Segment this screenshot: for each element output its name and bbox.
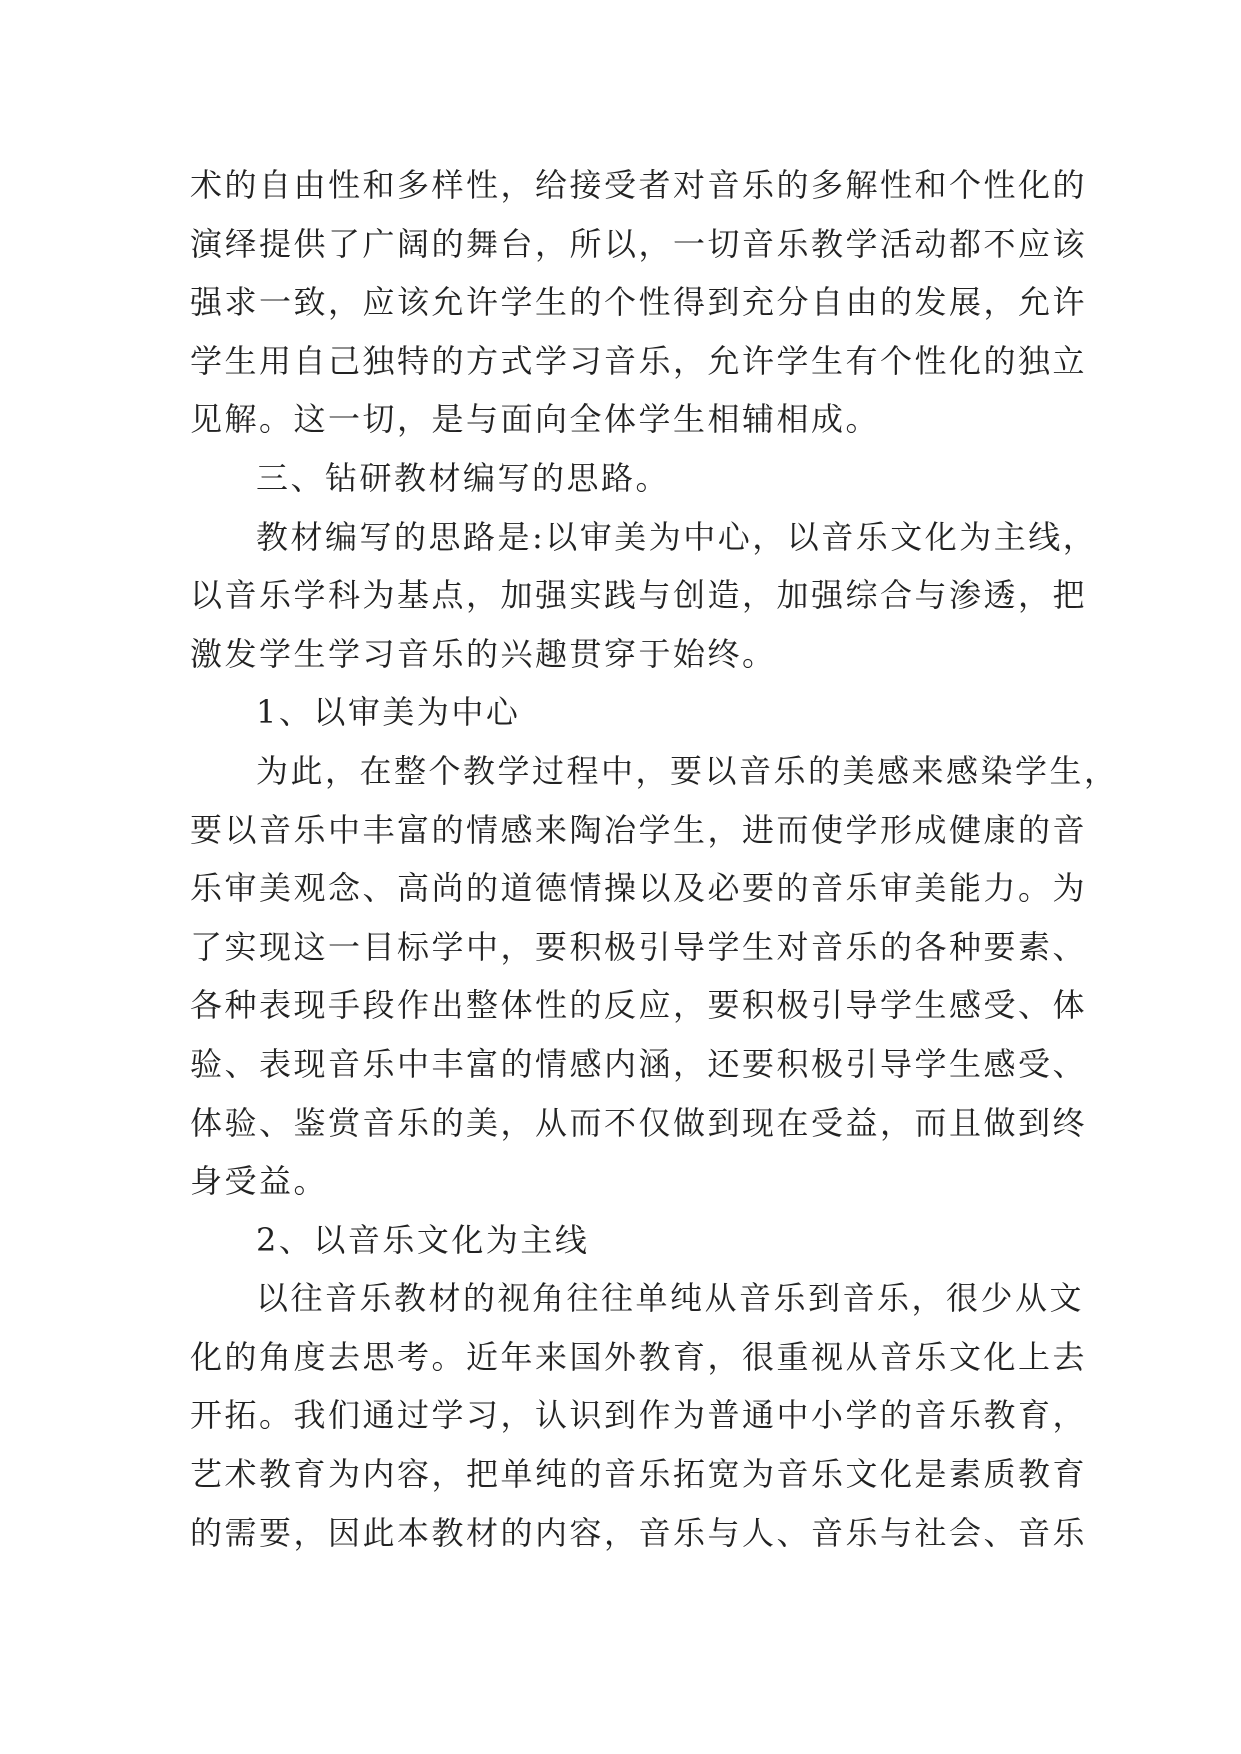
text-line: 以音乐学科为基点，加强实践与创造，加强综合与渗透，把 bbox=[190, 576, 1088, 615]
text-line: 见解。这一切，是与面向全体学生相辅相成。 bbox=[190, 400, 881, 439]
text-line: 开拓。我们通过学习，认识到作为普通中小学的音乐教育， bbox=[190, 1396, 1088, 1435]
text-line: 三、钻研教材编写的思路。 bbox=[256, 458, 671, 497]
text-line: 要以音乐中丰富的情感来陶冶学生，进而使学形成健康的音 bbox=[190, 810, 1088, 849]
text-line: 教材编写的思路是:以审美为中心，以音乐文化为主线， bbox=[256, 517, 1098, 556]
text-line: 各种表现手段作出整体性的反应，要积极引导学生感受、体 bbox=[190, 986, 1088, 1025]
text-line: 学生用自己独特的方式学习音乐，允许学生有个性化的独立 bbox=[190, 341, 1088, 380]
document-body bbox=[190, 156, 1119, 1562]
text-line: 的需要，因此本教材的内容，音乐与人、音乐与社会、音乐 bbox=[190, 1513, 1088, 1552]
text-line: 了实现这一目标学中，要积极引导学生对音乐的各种要素、 bbox=[190, 927, 1088, 966]
text-line: 为此，在整个教学过程中，要以音乐的美感来感染学生， bbox=[256, 751, 1119, 790]
paragraph bbox=[190, 508, 1098, 684]
text-line: 乐审美观念、高尚的道德情操以及必要的音乐审美能力。为 bbox=[190, 869, 1088, 908]
paragraph bbox=[190, 1269, 1088, 1562]
text-line: 强求一致，应该允许学生的个性得到充分自由的发展，允许 bbox=[190, 283, 1088, 322]
paragraph bbox=[190, 1211, 1070, 1270]
text-line: 验、表现音乐中丰富的情感内涵，还要积极引导学生感受、 bbox=[190, 1044, 1088, 1083]
text-line: 2、以音乐文化为主线 bbox=[256, 1220, 590, 1259]
paragraph bbox=[190, 449, 1070, 508]
paragraph bbox=[190, 742, 1119, 1211]
text-line: 术的自由性和多样性，给接受者对音乐的多解性和个性化的 bbox=[190, 166, 1088, 204]
text-line: 艺术教育为内容，把单纯的音乐拓宽为音乐文化是素质教育 bbox=[190, 1455, 1088, 1494]
text-line: 体验、鉴赏音乐的美，从而不仅做到现在受益，而且做到终 bbox=[190, 1103, 1088, 1142]
text-line: 演绎提供了广阔的舞台，所以，一切音乐教学活动都不应该 bbox=[190, 224, 1088, 263]
text-line: 1、以审美为中心 bbox=[256, 693, 521, 732]
text-line: 身受益。 bbox=[190, 1162, 329, 1201]
paragraph bbox=[190, 156, 1088, 449]
paragraph bbox=[190, 683, 1070, 742]
text-line: 激发学生学习音乐的兴趣贯穿于始终。 bbox=[190, 634, 777, 673]
text-line: 以往音乐教材的视角往往单纯从音乐到音乐，很少从文 bbox=[256, 1279, 1085, 1318]
text-line: 化的角度去思考。近年来国外教育，很重视从音乐文化上去 bbox=[190, 1337, 1088, 1376]
